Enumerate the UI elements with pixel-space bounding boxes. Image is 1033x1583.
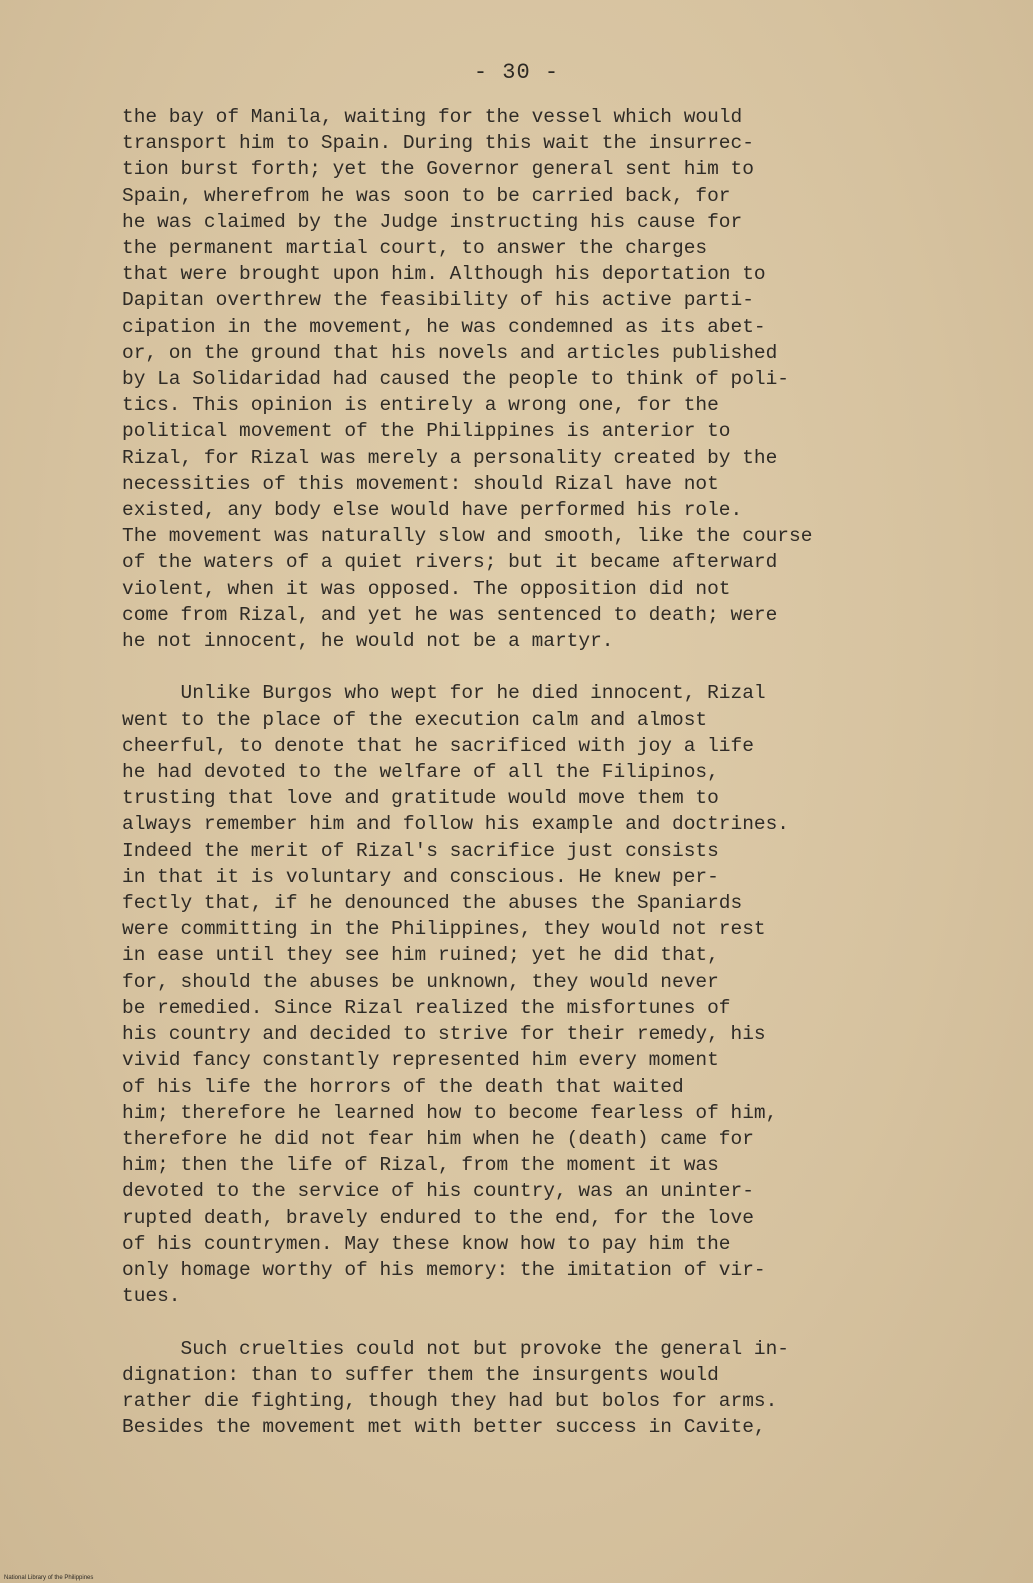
- paragraph-2: [122, 680, 882, 1309]
- text-line: tics. This opinion is entirely a wrong one, for the: [122, 394, 719, 417]
- text-line: he had devoted to the welfare of all the Filipinos,: [122, 761, 719, 784]
- text-line: or, on the ground that his novels and articles published: [122, 341, 778, 364]
- footer-credit: National Library of the Philippines: [4, 1575, 94, 1581]
- text-line: vivid fancy constantly represented him every moment: [122, 1049, 719, 1072]
- text-line: cheerful, to denote that he sacrificed with joy a life: [122, 734, 754, 757]
- paragraph-3: [122, 1336, 882, 1441]
- text-line: existed, any body else would have performed his role.: [122, 499, 743, 522]
- text-line: be remedied. Since Rizal realized the misfortunes of: [122, 996, 731, 1019]
- text-line: always remember him and follow his example and doctrines.: [122, 813, 790, 836]
- text-line: of his life the horrors of the death that waited: [122, 1075, 684, 1098]
- text-line: devoted to the service of his country, was an uninter-: [122, 1180, 754, 1203]
- text-line: rupted death, bravely endured to the end, for the love: [122, 1206, 754, 1229]
- text-line: the bay of Manila, waiting for the vessel which would: [122, 106, 743, 128]
- text-line: violent, when it was opposed. The opposition did not: [122, 577, 731, 600]
- paragraph-1: [122, 104, 882, 654]
- body-text: [122, 104, 882, 1440]
- text-line: Spain, wherefrom he was soon to be carried back, for: [122, 184, 731, 207]
- text-line: Besides the movement met with better success in Cavite,: [122, 1416, 766, 1439]
- text-line: tion burst forth; yet the Governor general sent him to: [122, 158, 754, 181]
- text-line: Indeed the merit of Rizal's sacrifice just consists: [122, 839, 719, 862]
- text-line: of his countrymen. May these know how to pay him the: [122, 1232, 731, 1255]
- text-line: went to the place of the execution calm and almost: [122, 708, 708, 731]
- text-line: of the waters of a quiet rivers; but it became afterward: [122, 551, 778, 574]
- text-line: for, should the abuses be unknown, they would never: [122, 970, 719, 993]
- text-line: were committing in the Philippines, they would not rest: [122, 918, 766, 941]
- text-line: therefore he did not fear him when he (death) came for: [122, 1127, 754, 1150]
- text-line: cipation in the movement, he was condemned as its abet-: [122, 315, 766, 338]
- text-line: he not innocent, he would not be a martyr.: [122, 630, 614, 653]
- text-line: come from Rizal, and yet he was sentenced to death; were: [122, 603, 778, 626]
- text-line: fectly that, if he denounced the abuses the Spaniards: [122, 892, 743, 915]
- text-line: Rizal, for Rizal was merely a personality created by the: [122, 446, 778, 469]
- text-line: in that it is voluntary and conscious. He knew per-: [122, 865, 719, 888]
- text-line: the permanent martial court, to answer the charges: [122, 237, 708, 260]
- text-line: The movement was naturally slow and smooth, like the course: [122, 525, 813, 548]
- text-line: Such cruelties could not but provoke the general in-: [122, 1337, 790, 1360]
- text-line: tues.: [122, 1285, 181, 1308]
- text-line: by La Solidaridad had caused the people to think of poli-: [122, 368, 790, 391]
- text-line: him; then the life of Rizal, from the moment it was: [122, 1154, 719, 1177]
- text-line: political movement of the Philippines is anterior to: [122, 420, 731, 443]
- text-line: dignation: than to suffer them the insurgents would: [122, 1363, 719, 1386]
- text-line: only homage worthy of his memory: the imitation of vir-: [122, 1258, 766, 1281]
- text-line: Unlike Burgos who wept for he died innocent, Rizal: [122, 682, 766, 705]
- text-line: he was claimed by the Judge instructing his cause for: [122, 210, 743, 233]
- text-line: him; therefore he learned how to become fearless of him,: [122, 1101, 778, 1124]
- text-line: transport him to Spain. During this wait the insurrec-: [122, 132, 754, 155]
- text-line: Dapitan overthrew the feasibility of his active parti-: [122, 289, 754, 312]
- page-number: - 30 -: [473, 60, 560, 85]
- text-line: necessities of this movement: should Rizal have not: [122, 472, 719, 495]
- text-line: in ease until they see him ruined; yet he did that,: [122, 944, 719, 967]
- text-line: that were brought upon him. Although his deportation to: [122, 263, 766, 286]
- text-line: trusting that love and gratitude would move them to: [122, 787, 719, 810]
- text-line: rather die fighting, though they had but bolos for arms.: [122, 1389, 778, 1412]
- text-line: his country and decided to strive for their remedy, his: [122, 1023, 766, 1046]
